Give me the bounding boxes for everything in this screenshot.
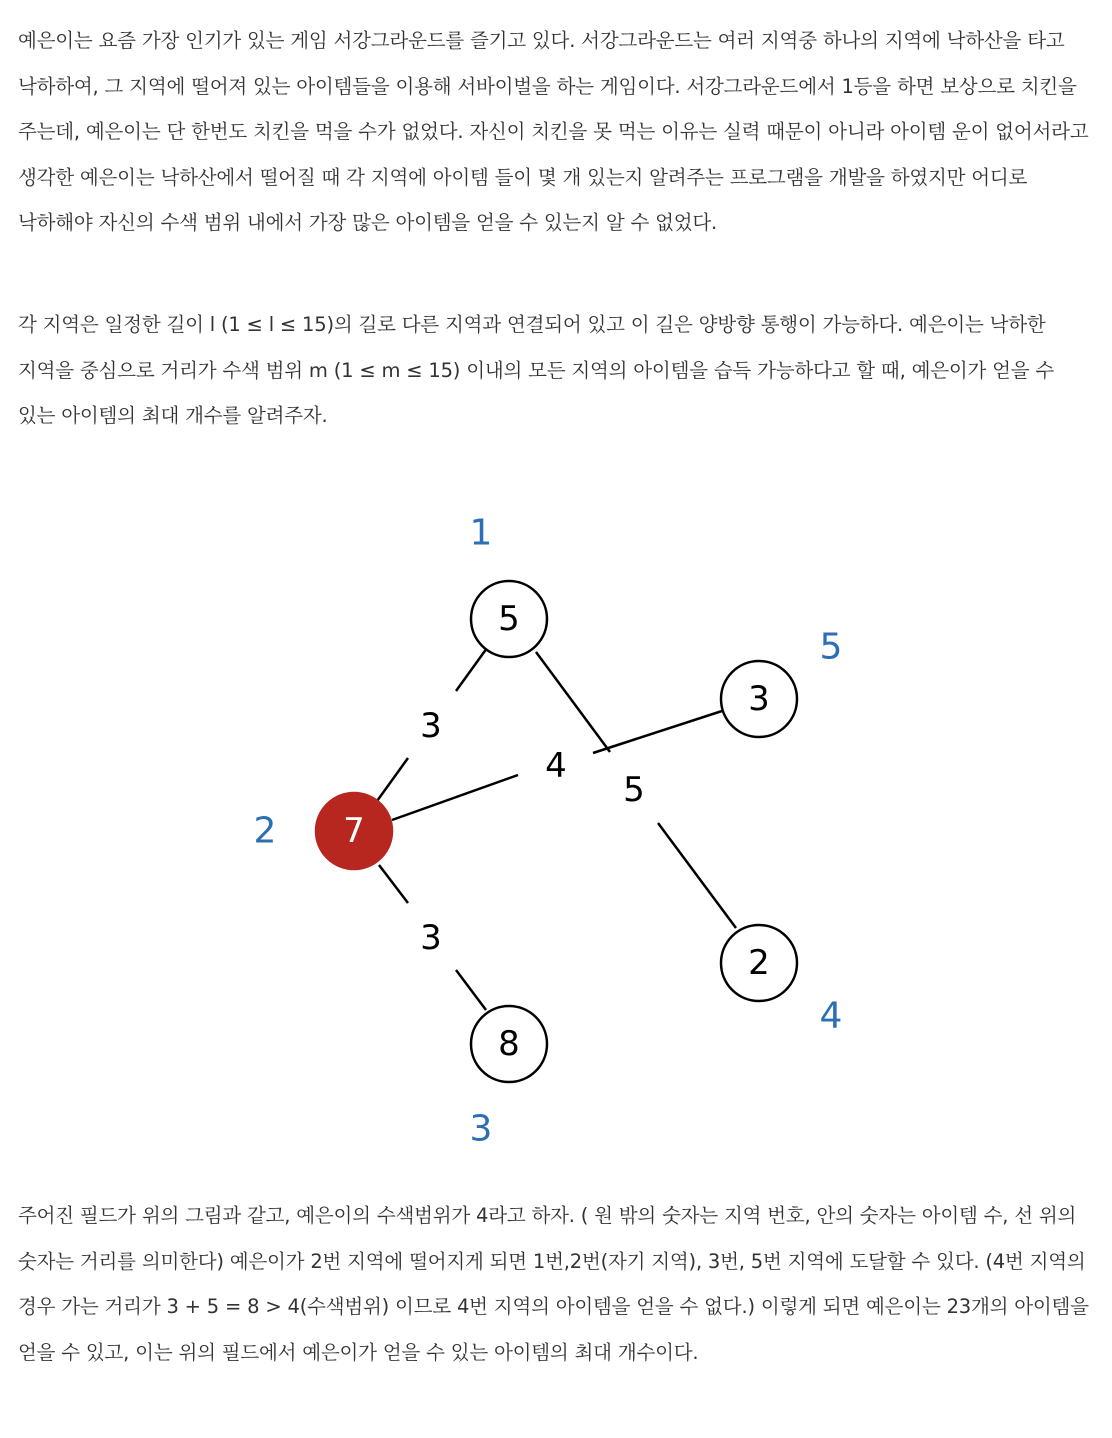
edge-2-5-segment-a [392,775,518,820]
node-items-region-2: 7 [343,811,365,851]
region-number-2: 2 [253,810,277,852]
intro-paragraph: 예은이는 요즘 가장 인기가 있는 게임 서강그라운드를 즐기고 있다. 서강그라운드는 여러 지역중 하나의 지역에 낙하산을 타고 낙하하여, 그 지역에 떨어져 있는 아이템들을 이용해 서바이벌을 하는 게임이다. 서강그라운드에서 1등을 하면 보상으로 치킨을 주는데, 예은이는 단 한번도 치킨을 먹을 수가 없었다. 자신이 치킨을 못 먹는 이유는 실력 때문이 아니라 아이템 운이 없어서라고 생각한 예은이는 낙하산에서 떨어질 때 각 지역에 아이템 들이 몇 개 있는지 알려주는 프로그램을 개발을 하였지만 어디로 낙하해야 자신의 수색 범위 내에서 가장 많은 아이템을 얻을 수 있는지 알 수 없었다. [18,29,1089,234]
edge-1-4-segment-b [658,823,736,928]
region-graph-figure [0,440,1112,1180]
edge-label-1-4: 5 [623,770,645,810]
node-items-region-5: 3 [748,679,770,719]
node-items-region-3: 8 [498,1024,520,1064]
edge-label-2-3: 3 [420,918,442,958]
edge-1-2-segment-a [456,648,487,691]
region-graph [0,440,1112,1180]
edge-2-3-segment-b [456,970,486,1010]
region-number-5: 5 [819,626,843,668]
region-number-1: 1 [469,512,493,554]
edge-label-1-2: 3 [420,706,442,746]
edge-label-2-5: 4 [545,746,567,786]
node-items-region-1: 5 [498,599,520,639]
edge-2-5-segment-b [593,711,722,753]
edge-2-3-segment-a [379,865,408,903]
edge-1-2-segment-b [377,758,408,801]
edge-1-4-segment-a [536,652,610,752]
region-number-4: 4 [819,995,843,1037]
example-paragraph: 주어진 필드가 위의 그림과 같고, 예은이의 수색범위가 4라고 하자. ( 원 밖의 숫자는 지역 번호, 안의 숫자는 아이템 수, 선 위의 숫자는 거리를 의미한다) 예은이가 2번 지역에 떨어지게 되면 1번,2번(자기 지역), 3번, 5번 지역에 도달할 수 있다. (4번 지역의 경우 가는 거리가 3 + 5 = 8 > 4(수색범위) 이므로 4번 지역의 아이템을 얻을 수 없다.) 이렇게 되면 예은이는 23개의 아이템을 얻을 수 있고, 이는 위의 필드에서 예은이가 얻을 수 있는 아이템의 최대 개수이다. [18,1204,1089,1364]
rules-paragraph: 각 지역은 일정한 길이 l (1 ≤ l ≤ 15)의 길로 다른 지역과 연결되어 있고 이 길은 양방향 통행이 가능하다. 예은이는 낙하한 지역을 중심으로 거리가 수색 범위 m (1 ≤ m ≤ 15) 이내의 모든 지역의 아이템을 습득 가능하다고 할 때, 예은이가 얻을 수 있는 아이템의 최대 개수를 알려주자. [18,313,1055,427]
region-number-3: 3 [469,1108,493,1150]
node-items-region-4: 2 [748,943,770,983]
